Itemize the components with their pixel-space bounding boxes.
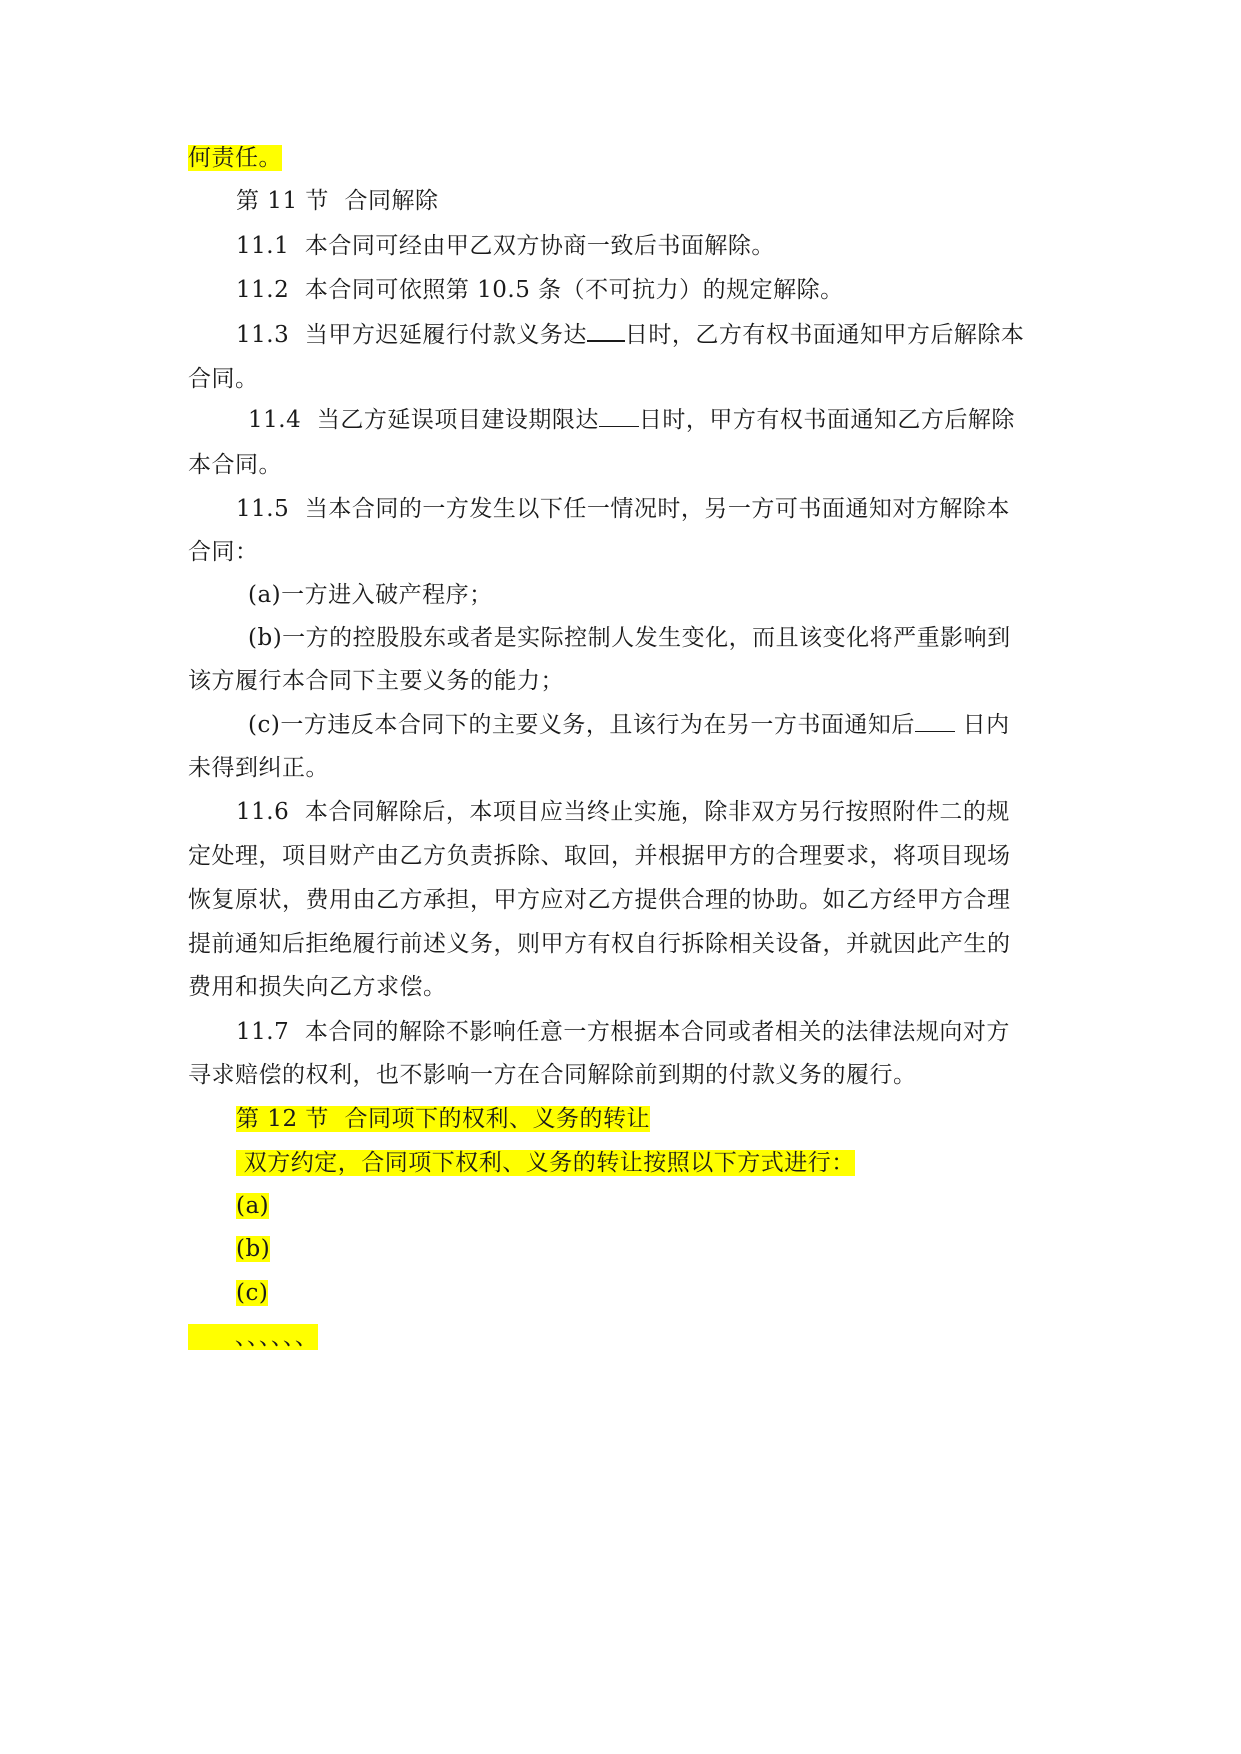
item-b-continuation: 该方履行本合同下主要义务的能力； — [188, 668, 564, 694]
clause-11-4-text-a: 11.4 当乙方延误项目建设期限达 — [248, 407, 599, 433]
clause-11-3-text-b: 日时，乙方有权书面通知甲方后解除本 — [624, 322, 1025, 348]
blank-days-field — [587, 320, 625, 342]
item-c — [248, 710, 1010, 740]
section-12-intro — [236, 1148, 855, 1178]
blank-days-field — [599, 406, 639, 427]
clause-11-3-continuation: 合同。 — [188, 366, 259, 392]
item-c-continuation: 未得到纠正。 — [188, 755, 329, 781]
clause-11-7-line-2: 寻求赔偿的权利，也不影响一方在合同解除前到期的付款义务的履行。 — [188, 1062, 917, 1088]
highlighted-text: 双方约定，合同项下权利、义务的转让按照以下方式进行： — [236, 1150, 855, 1176]
clause-11-4-continuation: 本合同。 — [188, 452, 282, 478]
section-12-item-b — [236, 1234, 270, 1264]
highlighted-text: (c) — [236, 1280, 269, 1306]
clause-11-4-text-b: 日时，甲方有权书面通知乙方后解除 — [638, 407, 1015, 433]
clause-11-1: 11.1 本合同可经由甲乙双方协商一致后书面解除。 — [236, 233, 775, 259]
section-11-heading: 第 11 节 合同解除 — [236, 188, 439, 214]
clause-11-6-line-2: 定处理，项目财产由乙方负责拆除、取回，并根据甲方的合理要求，将项目现场 — [188, 843, 1011, 869]
section-12-item-a — [236, 1191, 269, 1221]
clause-11-6-line-4: 提前通知后拒绝履行前述义务，则甲方有权自行拆除相关设备，并就因此产生的 — [188, 931, 1011, 957]
section-12-heading — [236, 1104, 650, 1134]
highlighted-text: 第 12 节 合同项下的权利、义务的转让 — [236, 1106, 651, 1132]
item-c-text-a: (c)一方违反本合同下的主要义务，且该行为在另一方书面通知后 — [248, 712, 915, 738]
clause-11-4 — [248, 405, 1015, 435]
clause-11-5: 11.5 当本合同的一方发生以下任一情况时，另一方可书面通知对方解除本 — [236, 496, 1010, 522]
clause-11-2: 11.2 本合同可依照第 10.5 条（不可抗力）的规定解除。 — [236, 277, 844, 303]
clause-11-6-line-3: 恢复原状，费用由乙方承担，甲方应对乙方提供合理的协助。如乙方经甲方合理 — [188, 887, 1011, 913]
clause-11-6: 11.6 本合同解除后，本项目应当终止实施，除非双方另行按照附件二的规 — [236, 799, 1010, 825]
continued-text-line — [188, 143, 282, 173]
highlighted-text: (b) — [236, 1236, 271, 1262]
item-a: (a)一方进入破产程序； — [248, 582, 493, 608]
item-b: (b)一方的控股股东或者是实际控制人发生变化，而且该变化将严重影响到 — [248, 625, 1011, 651]
highlighted-text: 、、、、、、 — [188, 1324, 319, 1350]
blank-days-field — [915, 711, 955, 732]
clause-11-7: 11.7 本合同的解除不影响任意一方根据本合同或者相关的法律法规向对方 — [236, 1019, 1010, 1045]
section-12-item-c — [236, 1278, 268, 1308]
highlighted-text: 何责任。 — [188, 145, 282, 171]
clause-11-3 — [236, 320, 1024, 350]
clause-11-3-text-a: 11.3 当甲方迟延履行付款义务达 — [236, 322, 587, 348]
clause-11-6-line-5: 费用和损失向乙方求偿。 — [188, 974, 447, 1000]
highlighted-text: (a) — [236, 1193, 270, 1219]
ellipsis-line — [188, 1322, 318, 1352]
clause-11-5-continuation: 合同： — [188, 539, 259, 565]
item-c-text-b: 日内 — [954, 712, 1010, 738]
